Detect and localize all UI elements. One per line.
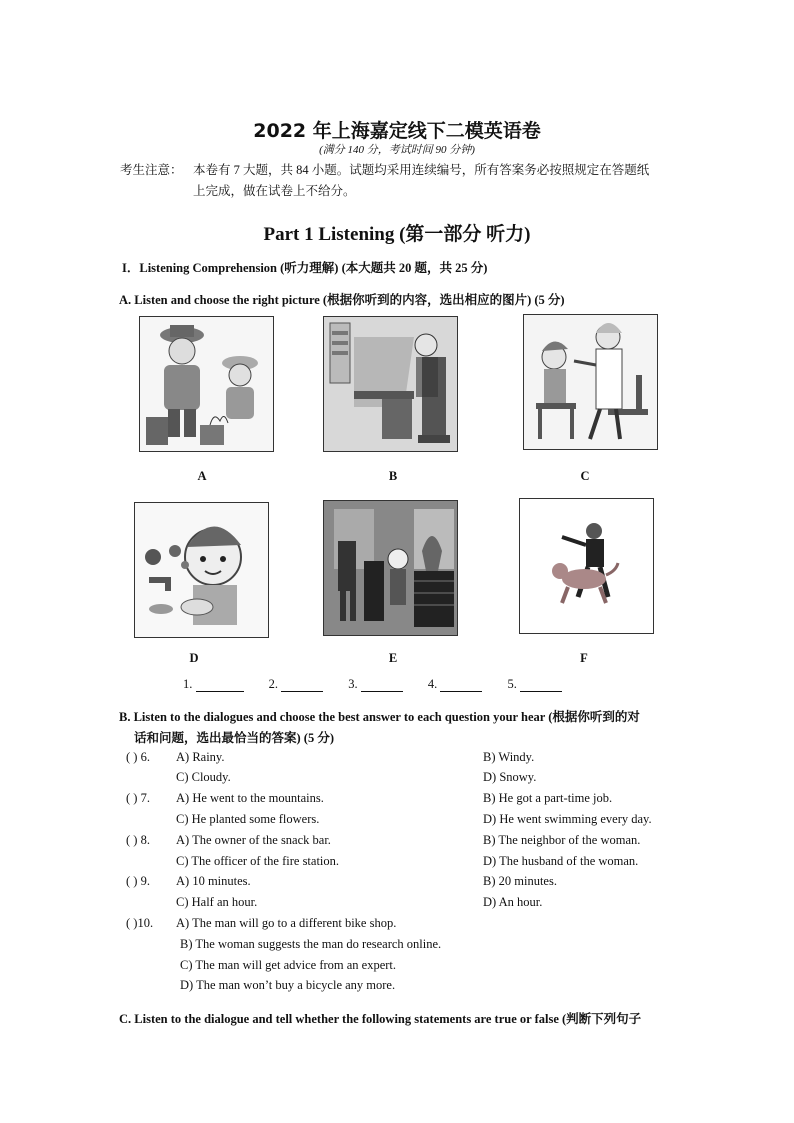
q7-number: ( ) 7. bbox=[126, 791, 150, 805]
blank-4[interactable] bbox=[440, 679, 482, 692]
sectionA-title: A. Listen and choose the right picture (根据你听到的内容，选出相应的图片) (5 分) bbox=[119, 293, 565, 307]
picture-b-label: B bbox=[388, 469, 398, 483]
q7-option-d: D) He went swimming every day. bbox=[483, 812, 652, 826]
q7-option-c: C) He planted some flowers. bbox=[176, 812, 320, 826]
man-walking-dog-illustration bbox=[520, 499, 653, 633]
exam-info: (满分 140 分，考试时间 90 分钟) bbox=[319, 144, 475, 156]
q9-option-a: A) 10 minutes. bbox=[176, 874, 251, 888]
q8-option-c: C) The officer of the fire station. bbox=[176, 854, 340, 868]
q10-option-c: C) The man will get advice from an expert. bbox=[180, 958, 397, 972]
doctor-examining-child-illustration bbox=[524, 315, 657, 449]
q9-option-b: B) 20 minutes. bbox=[483, 874, 557, 888]
notice-line-2: 上完成，做在试卷上不给分。 bbox=[193, 184, 356, 198]
picture-f bbox=[519, 498, 654, 634]
picture-c-label: C bbox=[580, 469, 590, 483]
picture-a bbox=[139, 316, 274, 452]
blank-3[interactable] bbox=[361, 679, 403, 692]
q8-option-b: B) The neighbor of the woman. bbox=[483, 833, 641, 847]
notice-line-1: 本卷有 7 大题，共 84 小题。试题均采用连续编号，所有答案务必按照规定在答题纸 bbox=[193, 163, 650, 177]
page-title: 2022 年上海嘉定线下二模英语卷 bbox=[253, 120, 541, 142]
picture-c bbox=[523, 314, 658, 450]
blank-5-number: 5. bbox=[507, 677, 517, 691]
notice-label: 考生注意： bbox=[120, 163, 183, 177]
q6-option-b: B) Windy. bbox=[483, 750, 535, 764]
blank-5[interactable] bbox=[520, 679, 562, 692]
picture-e bbox=[323, 500, 458, 636]
candidate-notice bbox=[120, 160, 715, 202]
blank-2[interactable] bbox=[281, 679, 323, 692]
q8-option-d: D) The husband of the woman. bbox=[483, 854, 639, 868]
sectionB-title-line-1: B. Listen to the dialogues and choose the best answer to each question your hear (根据你听到的对 bbox=[119, 710, 640, 724]
q10-option-d: D) The man won’t buy a bicycle any more. bbox=[180, 978, 396, 992]
answer-blanks bbox=[183, 677, 584, 692]
boy-washing-hands-illustration bbox=[135, 503, 268, 637]
picture-d-label: D bbox=[189, 651, 199, 665]
q9-number: ( ) 9. bbox=[126, 874, 150, 888]
q6-option-a: A) Rainy. bbox=[176, 750, 225, 764]
blank-4-number: 4. bbox=[427, 677, 438, 691]
blank-1-number: 1. bbox=[183, 677, 193, 691]
blank-3-number: 3. bbox=[348, 677, 358, 691]
office-worker-illustration bbox=[324, 317, 457, 451]
picture-d bbox=[134, 502, 269, 638]
part1-title: Part 1 Listening (第一部分 听力) bbox=[263, 224, 531, 245]
picture-a-label: A bbox=[197, 469, 207, 483]
q6-number: ( ) 6. bbox=[126, 750, 150, 764]
q7-option-a: A) He went to the mountains. bbox=[176, 791, 324, 805]
q7-option-b: B) He got a part-time job. bbox=[483, 791, 613, 805]
q9-option-d: D) An hour. bbox=[483, 895, 543, 909]
picture-b bbox=[323, 316, 458, 452]
sectionC-title: C. Listen to the dialogue and tell whether the following statements are true or false (判断下列句子 bbox=[119, 1012, 642, 1026]
q8-number: ( ) 8. bbox=[126, 833, 150, 847]
sectionB-title-line-2: 话和问题，选出最恰当的答案) (5 分) bbox=[134, 731, 334, 745]
q10-option-a: A) The man will go to a different bike shop. bbox=[176, 916, 397, 930]
museum-visitors-illustration bbox=[324, 501, 457, 635]
q9-option-c: C) Half an hour. bbox=[176, 895, 258, 909]
blank-2-number: 2. bbox=[268, 677, 278, 691]
picture-f-label: F bbox=[580, 651, 588, 665]
q6-option-d: D) Snowy. bbox=[483, 770, 537, 784]
q8-option-a: A) The owner of the snack bar. bbox=[176, 833, 331, 847]
section1-title: I．Listening Comprehension (听力理解) (本大题共 20 题，共 25 分) bbox=[122, 261, 488, 275]
gardening-family-illustration bbox=[140, 317, 273, 451]
q6-option-c: C) Cloudy. bbox=[176, 770, 231, 784]
q10-number: ( )10. bbox=[126, 916, 154, 930]
picture-e-label: E bbox=[388, 651, 398, 665]
blank-1[interactable] bbox=[196, 679, 244, 692]
q10-option-b: B) The woman suggests the man do research online. bbox=[180, 937, 442, 951]
